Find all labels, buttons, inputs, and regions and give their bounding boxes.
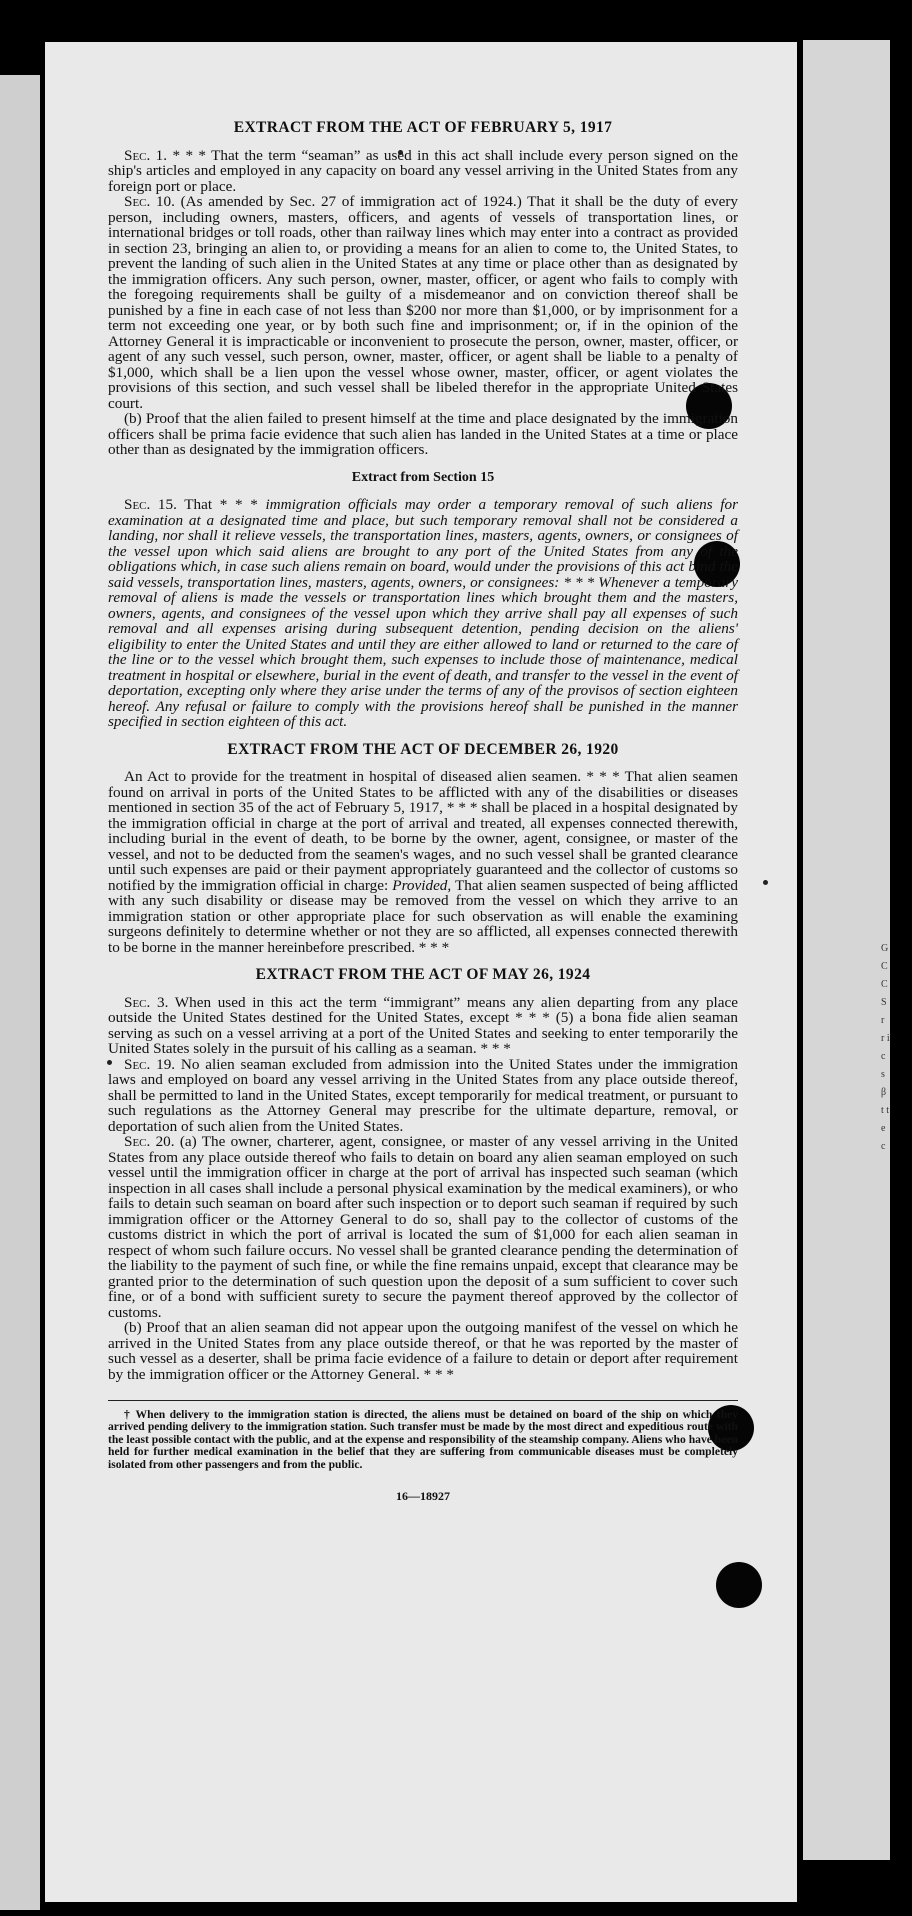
- paragraph-text: (a) The owner, charterer, agent, consignee, or master of any vessel arriving in the United States from any place outside thereof who fails to detain on board any alien seaman employed on such vessel until the immigration officer in charge at the port of arrival has inspected such seaman (which inspection in all cases shall include a personal physical examination by the medical examiners), or who fails to detain such seaman on board after such inspection or to deport such seaman if required by such immigration officer or the Attorney General to do so, shall pay to the collector of customs of the customs district in which the port of arrival is located the sum of $1,000 for each alien seaman in respect of whom such failure occurs. No vessel shall be granted clearance pending the determination of the liability to the payment of such fine, or while the fine remains unpaid, except that clearance may be granted prior to the determination of such question upon the deposit of a sum sufficient to cover such fine, or of a bond with sufficient surety to secure the payment thereof approved by the collector of customs.: [108, 1133, 738, 1321]
- section-label: Sec. 20.: [124, 1133, 175, 1150]
- paragraph-text: No alien seaman excluded from admission into the United States under the immigration laws and employed on board any vessel arriving in the United States from any place outside thereof, shall be permitted to land in the United States, except temporarily for medical treatment, or pursuant to such regulations as the Attorney General may prescribe for the ultimate departure, removal, or deportation of such alien from the United States.: [108, 1055, 738, 1135]
- section-heading: EXTRACT FROM THE ACT OF DECEMBER 26, 1920: [227, 740, 619, 758]
- ellipsis-stars: * * *: [219, 496, 258, 513]
- paragraph-text: That alien seamen suspected of being afflicted with any such disability or disease may be removed from the vessel on which they arrive to an immigration station or other appropriate place for such observation as will enable the examining surgeons definitely to determine whether or not they are so afflicted, all expenses connected therewith to be borne in the manner hereinbefore prescribed. * * *: [108, 876, 739, 956]
- paragraph: [108, 194, 738, 411]
- paragraph: [108, 148, 738, 195]
- section-label: Sec. 15.: [124, 496, 177, 513]
- section-heading: EXTRACT FROM THE ACT OF MAY 26, 1924: [255, 966, 591, 983]
- footnote-text: † When delivery to the immigration station is directed, the aliens must be detained on board of the ship on which they arrived pending delivery to the immigration station. Such transfer must be made by the most direct and expeditious route with the least possible contact with the public, and at the expense and responsibility of the steamship company. Aliens who have been held for further medical examination in the belief that they are suffering from communicable diseases must be completely isolated from other passengers and from the public.: [108, 1408, 738, 1471]
- paragraph-text: (As amended by Sec. 27 of immigration act of 1924.) That it shall be the duty of every person, including owners, masters, officers, and agents of vessels of transportation lines, or international bridges or toll roads, other than railway lines which may enter into a contract as provided in section 23, bringing an alien to, or providing a means for an alien to come to, the United States, to prevent the landing of such alien in the United States at any time or place other than as designated by the immigration officers. Any such person, owner, master, officer, or agent who fails to comply with the foregoing requirements shall be guilty of a misdemeanor and on conviction thereof shall be punished by a fine in each case of not less than $200 nor more than $1,000, or by imprisonment for a term not exceeding one year, or by both such fine and imprisonment; or, if in the opinion of the Attorney General it is impracticable or inconvenient to prosecute the person, owner, master, officer, or agent of any such vessel, such person, owner, master, officer, or agent shall be liable to a penalty of $1,000, which shall be a lien upon the vessel whose owner, master, officer, or agent violates the provisions of this section, and such vessel shall be libeled therefor in the appropriate United States court.: [108, 193, 738, 412]
- paragraph-lead: That: [184, 496, 213, 513]
- section-heading: Extract from Section 15: [351, 469, 495, 485]
- paragraph: (b) Proof that the alien failed to present himself at the time and place designated by the immigration officers shall be prima facie evidence that such alien has landed in the United States at a time or place other than as designated by the immigration officers.: [108, 410, 738, 458]
- paragraph: [108, 1057, 738, 1135]
- adjacent-page-edge-text: G C C S r r i c s β t t e c: [881, 943, 890, 1152]
- paragraph-text: immigration officials may order a temporary removal of such aliens for examination at a designated time and place, but such temporary removal shall not be considered a landing, nor shall it relieve vessels, the transportation lines, masters, agents, owners, or consignees of the vessel upon which said aliens are brought to any port of the United States from any of the obligations which, in case such aliens remain on board, would under the provisions of this act bind the said vessels, transportation lines, masters, agents, owners, or consignees: * * * Whenever a temporary removal of aliens is made the vessels or transportation lines which brought them and the masters, owners, agents, and consignees of the vessel upon which they arrive shall pay all expenses of such removal and all expenses arising during subsequent detention, pending decision on the aliens' eligibility to enter the United States and until they are either allowed to land or returned to the care of the line or to the vessel which brought them, such expenses to include those of maintenance, medical treatment in hospital or elsewhere, burial in the event of death, and transfer to the vessel in the event of deportation, excepting only where they arise under the terms of any of the provisos of section eighteen hereof. Any refusal or failure to comply with the provisions hereof shall be punished in the manner specified in section eighteen of this act.: [108, 496, 739, 730]
- paragraph-text: An Act to provide for the treatment in hospital of diseased alien seamen. * * * That alien seamen found on arrival in ports of the United States to be afflicted with any of the disabilities or diseases mentioned in section 35 of the act of February 5, 1917, * * * shall be placed in a hospital designated by the immigration official in charge at the port of arrival and treated, all expenses connected therewith, including burial in the event of death, to be borne by the owner, agent, consignee, or master of the vessel, and not to be deducted from the seamen's wages, and no such vessel shall be granted clearance until such expenses are paid or their payment appropriately guaranteed and the collector of customs so notified by the immigration official in charge:: [108, 768, 738, 894]
- paragraph: [108, 995, 738, 1057]
- section-label: Sec. 3.: [124, 993, 169, 1011]
- paragraph: [108, 1134, 738, 1320]
- footnote-divider: [108, 1400, 738, 1401]
- speck: [763, 880, 768, 885]
- adjacent-page-right: [803, 40, 890, 1860]
- page-number: 16—18927: [396, 1489, 450, 1504]
- paragraph: (b) Proof that an alien seaman did not appear upon the outgoing manifest of the vessel on which he arrived in the United States from any place outside thereof, or that he was reported by the master of such vessel as a deserter, shall be prima facie evidence of a failure to detain or deport after requirement by the immigration officer or the Attorney General. * * *: [108, 1319, 738, 1383]
- proviso-label: Provided,: [392, 876, 452, 894]
- paragraph-text: * * * That the term “seaman” as used in this act shall include every person signed on the ship's articles and employed in any capacity on board any vessel arriving in the United States from any foreign port or place.: [108, 146, 738, 195]
- paragraph: [108, 497, 738, 730]
- section-label: Sec. 10.: [124, 193, 175, 210]
- section-label: Sec. 19.: [124, 1055, 176, 1073]
- section-label: Sec. 1.: [124, 146, 168, 164]
- paragraph-text: When used in this act the term “immigrant” means any alien departing from any place outside the United States destined for the United States, except * * * (5) a bona fide alien seaman serving as such on a vessel arriving at a port of the United States and seeking to enter temporarily the United States solely in the pursuit of his calling as a seaman. * * *: [108, 993, 738, 1057]
- document-body: [108, 120, 738, 1505]
- adjacent-page-left: [0, 75, 40, 1910]
- punch-hole: [716, 1562, 762, 1608]
- section-heading: EXTRACT FROM THE ACT OF FEBRUARY 5, 1917: [233, 119, 613, 136]
- paragraph: [108, 769, 738, 955]
- footnote: [108, 1409, 738, 1471]
